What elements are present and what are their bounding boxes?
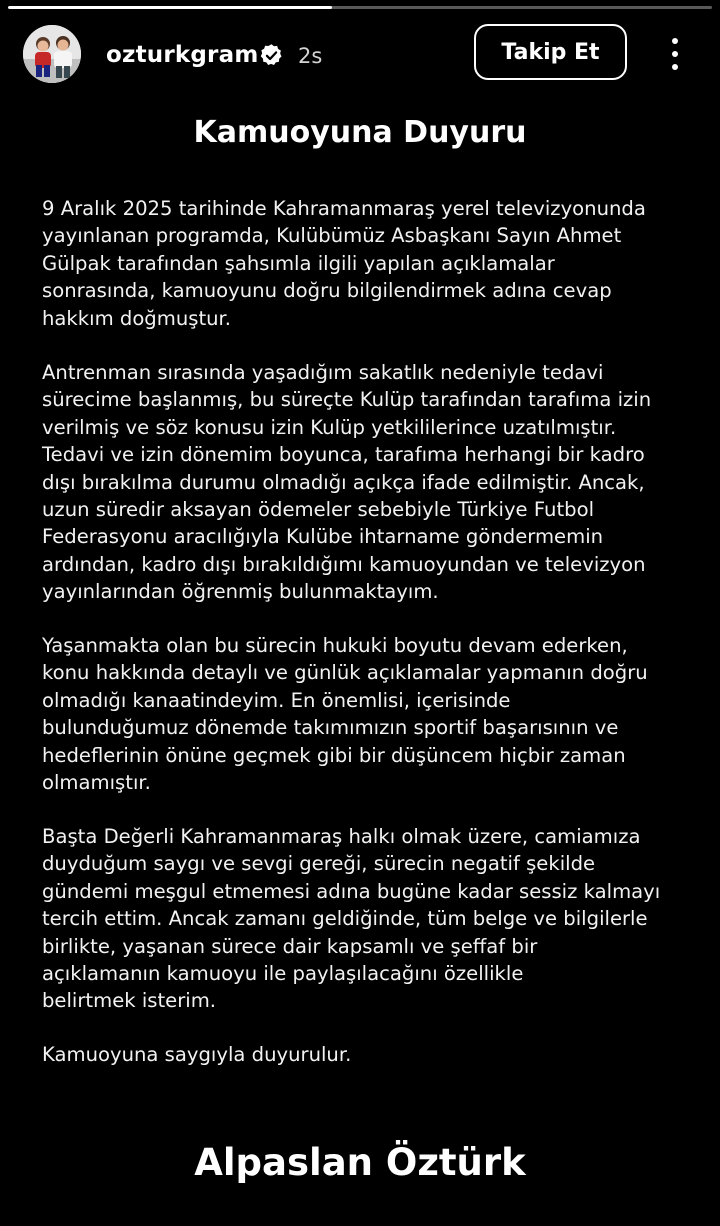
text-line: uzun süredir aksayan ödemeler sebebiyle Türkiye Futbol — [42, 498, 595, 522]
text-line: Kamuoyuna saygıyla duyurulur. — [42, 1043, 352, 1066]
text-line: açıklamanın kamuoyu ile paylaşılacağını özellikle — [42, 962, 524, 986]
text-line: verilmiş ve söz konusu izin Kulüp yetkililerince uzatılmıştır. — [42, 415, 617, 439]
paragraph-2 — [42, 359, 690, 606]
paragraph-1 — [42, 195, 690, 332]
follow-button[interactable]: Takip Et — [474, 24, 627, 80]
story-header — [0, 22, 720, 86]
post-time: 2s — [298, 44, 323, 68]
text-line: Tedavi ve izin dönemim boyunca, tarafıma herhangi bir kadro — [42, 443, 645, 467]
text-line: duyduğum saygı ve sevgi gereği, sürecin negatif şekilde — [42, 852, 596, 876]
text-line: Gülpak tarafından şahsımla ilgili yapılan açıklamalar — [42, 251, 555, 275]
text-line: sonrasında, kamuoyunu doğru bilgilendirmek adına cevap — [42, 279, 612, 303]
paragraph-5 — [42, 1041, 690, 1068]
text-line: yayınlanan programda, Kulübümüz Asbaşkanı Sayın Ahmet — [42, 224, 622, 248]
text-line: tercih ettim. Ancak zamanı geldiğinde, tüm belge ve bilgilerle — [42, 907, 648, 931]
paragraph-4 — [42, 823, 690, 1015]
username[interactable]: ozturkgram — [106, 42, 259, 68]
announcement-title: Kamuoyuna Duyuru — [193, 115, 527, 150]
text-line: Yaşanmakta olan bu sürecin hukuki boyutu devam ederken, — [42, 634, 628, 657]
text-line: birlikte, yaşanan sürece dair kapsamlı ve şeffaf bir — [42, 934, 538, 958]
more-vertical-icon[interactable] — [664, 36, 686, 72]
text-line: Antrenman sırasında yaşadığım sakatlık nedeniyle tedavi — [42, 361, 604, 384]
text-line: sürecime başlanmış, bu süreçte Kulüp tarafından tarafıma izin — [42, 388, 652, 412]
text-line: dışı bırakılma durumu olmadığı açıkça ifade edilmiştir. Ancak, — [42, 470, 645, 494]
text-line: hakkım doğmuştur. — [42, 306, 232, 330]
text-line: ardından, kadro dışı bırakıldığımı kamuoyundan ve televizyon — [42, 552, 646, 576]
text-line: belirtmek isterim. — [42, 989, 217, 1013]
text-line: 9 Aralık 2025 tarihinde Kahramanmaraş yerel televizyonunda — [42, 197, 646, 220]
text-line: yayınlarından öğrenmiş bulunmaktayım. — [42, 580, 439, 604]
text-line: hedeflerinin önüne geçmek gibi bir düşüncem hiçbir zaman — [42, 743, 626, 767]
text-line: bulunduğumuz dönemde takımımızın sportif başarısının ve — [42, 716, 619, 740]
text-line: olmadığı kanaatindeyim. En önemlisi, içerisinde — [42, 688, 511, 712]
story-progress-fill — [8, 6, 332, 9]
text-line: gündemi meşgul etmemesi adına bugüne kadar sessiz kalmayı — [42, 879, 661, 903]
signature: Alpaslan Öztürk — [194, 1141, 526, 1184]
text-line: konu hakkında detaylı ve günlük açıklamalar yapmanın doğru — [42, 661, 648, 685]
verified-badge-icon — [259, 43, 284, 68]
avatar-photo — [23, 25, 81, 83]
story-progress-bar — [8, 6, 712, 9]
text-line: Başta Değerli Kahramanmaraş halkı olmak üzere, camiamıza — [42, 825, 641, 848]
text-line: Federasyonu aracılığıyla Kulübe ihtarname göndermemin — [42, 525, 604, 549]
paragraph-3 — [42, 632, 690, 796]
avatar[interactable] — [23, 25, 81, 83]
text-line: olmamıştır. — [42, 771, 151, 795]
